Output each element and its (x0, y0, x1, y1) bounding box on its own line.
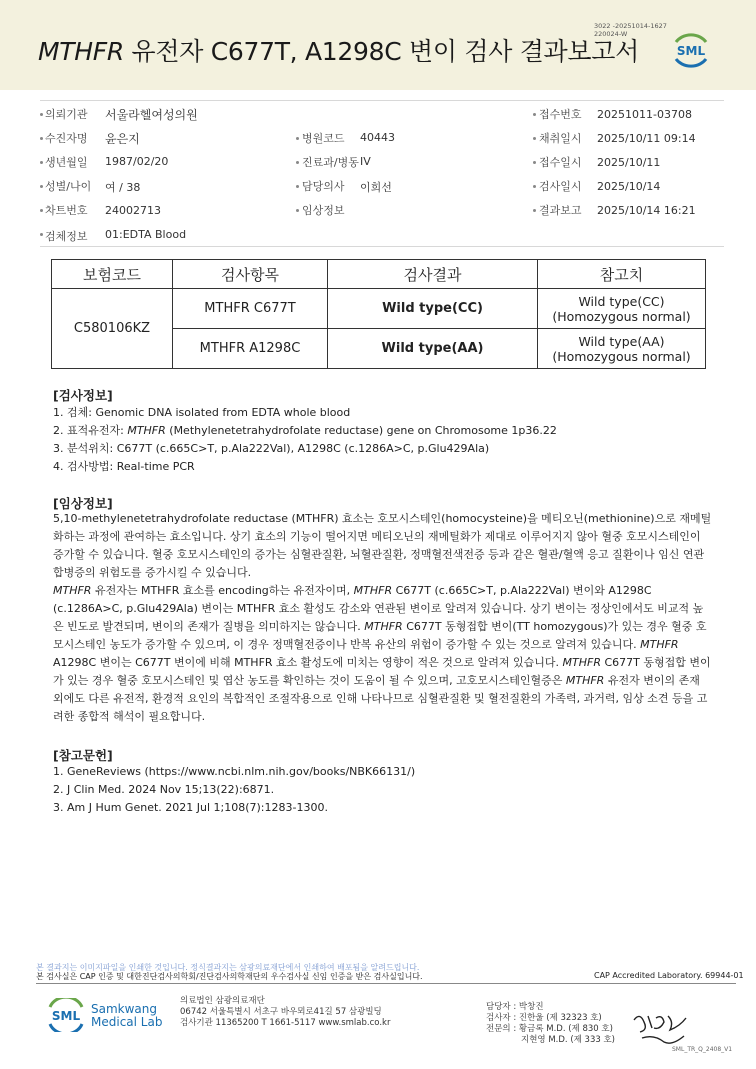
document-code (594, 22, 667, 38)
samkwang-logo-name (91, 1003, 162, 1029)
form-code: SML_TR_Q_2408_V1 (672, 1046, 733, 1053)
test-item-cell: MTHFR C677T (173, 289, 328, 329)
report-label: 결과보고 (539, 204, 582, 217)
bullet (533, 161, 536, 164)
staff-info (486, 1002, 615, 1046)
bullet (533, 185, 536, 188)
gene-name: MTHFR (640, 638, 679, 651)
reference-2: 2. J Clin Med. 2024 Nov 15;13(22):6871. (53, 783, 275, 796)
clinical-text: C677T 동형접합 변이(TT homozygous)가 있는 경우 혈중 호모시스테인 농도가 증가할 수 있으며, 이 경우 정맥혈전증이나 반복 유산의 위험이 증가할 수 있는 것으로 알려져 있습니다. (53, 620, 707, 651)
reference-cell (538, 329, 706, 369)
org-contact: 검사기관 11365200 T 1661-5117 www.smlab.co.kr (180, 1018, 391, 1028)
staff-manager: 담당자 : 박창진 (486, 1002, 544, 1012)
gene-name: MTHFR (364, 620, 403, 633)
accreditation-notice: 본 검사실은 CAP 인증 및 대한진단검사의학회/진단검사의학재단의 우수검사실 신임 인증을 받은 검사실입니다. (36, 972, 423, 981)
clinical-paragraph-2 (53, 582, 713, 726)
header-test-result: 검사결과 (328, 260, 538, 289)
name-value: 윤은지 (105, 132, 140, 146)
cap-accreditation: CAP Accredited Laboratory. 69944-01 (594, 971, 744, 980)
image-print-notice: 본 결과지는 이미지파일을 인쇄한 것입니다. 정식결과지는 삼광의료재단에서 인쇄하여 배포됨을 알려드립니다. (36, 963, 420, 972)
insurance-code-cell: C580106KZ (52, 289, 173, 369)
institution-label: 의뢰기관 (45, 108, 88, 121)
receipt-no-label: 접수번호 (539, 108, 582, 121)
test-date-value: 2025/10/14 (597, 180, 661, 193)
footer-logo-text: SML (51, 1009, 81, 1023)
collect-label: 채취일시 (539, 132, 582, 145)
specimen-value: 01:EDTA Blood (105, 228, 187, 241)
header-test-item: 검사항목 (173, 260, 328, 289)
test-info-l2-prefix: 2. 표적유전자: (53, 424, 128, 437)
clinical-text: A1298C 변이는 C677T 변이에 비해 MTHFR 효소 활성도에 미치는 영향이 적은 것으로 알려져 있습니다. (53, 656, 563, 669)
org-address: 06742 서울특별시 서초구 바우뫼로41길 57 삼광빌딩 (180, 1007, 382, 1017)
dob-label: 생년월일 (45, 156, 88, 169)
reference-line-2: (Homozygous normal) (552, 348, 691, 364)
info-divider-top (40, 100, 724, 101)
bullet (40, 209, 43, 212)
gene-name: MTHFR (353, 584, 393, 597)
bullet (40, 185, 43, 188)
test-info-line-1: 1. 검체: Genomic DNA isolated from EDTA whole blood (53, 406, 351, 419)
logo-text: SML (676, 44, 706, 58)
sexage-value: 여 / 38 (105, 181, 141, 194)
title-gene: MTHFR (38, 37, 124, 66)
doc-code-line-2: 220024-W (594, 30, 628, 38)
reference-cell (538, 289, 706, 329)
chart-label: 차트번호 (45, 204, 88, 217)
title-text: 유전자 C677T, A1298C 변이 검사 결과보고서 (123, 37, 639, 66)
institution-value: 서울라헬여성의원 (105, 108, 198, 122)
staff-specialist-1: 전문의 : 황금록 M.D. (제 830 호) (486, 1024, 613, 1034)
header-insurance-code: 보험코드 (52, 260, 173, 289)
gene-name: MTHFR (53, 584, 92, 597)
test-info-line-2 (53, 422, 557, 438)
bullet (40, 161, 43, 164)
test-info-gene: MTHFR (127, 424, 166, 437)
test-date-label: 검사일시 (539, 180, 582, 193)
signature-icon (630, 1008, 690, 1048)
sml-logo-icon (668, 32, 714, 68)
bullet (40, 113, 43, 116)
bullet (296, 209, 299, 212)
clinical-label: 임상정보 (302, 204, 345, 217)
staff-tester: 검사자 : 진한울 (제 32323 호) (486, 1013, 602, 1023)
reference-1: 1. GeneReviews (https://www.ncbi.nlm.nih.gov/books/NBK66131/) (53, 765, 416, 778)
references-title: [참고문헌] (53, 748, 113, 763)
clinical-info-title: [임상정보] (53, 496, 113, 511)
collect-value: 2025/10/11 09:14 (597, 132, 696, 145)
footer-divider (36, 983, 736, 984)
dept-label: 진료과/병동 (302, 156, 359, 169)
test-info-l2-suffix: (Methylenetetrahydrofolate reductase) gene on Chromosome 1p36.22 (165, 424, 557, 437)
reference-line-1: Wild type(AA) (578, 333, 665, 349)
doctor-value: 이희선 (360, 181, 392, 194)
receipt-date-value: 2025/10/11 (597, 156, 661, 169)
bullet (40, 233, 43, 236)
report-title (38, 32, 639, 68)
org-name: 의료법인 삼광의료재단 (180, 996, 265, 1006)
test-item-cell: MTHFR A1298C (173, 329, 328, 369)
gene-name: MTHFR (565, 674, 605, 687)
report-value: 2025/10/14 16:21 (597, 204, 696, 217)
sexage-label: 성별/나이 (45, 180, 92, 193)
sml-footer-logo-icon (44, 998, 88, 1032)
bullet (533, 113, 536, 116)
staff-specialist-2: 지현영 M.D. (제 333 호) (521, 1035, 616, 1045)
specimen-label: 검체정보 (45, 230, 88, 243)
bullet (40, 137, 43, 140)
clinical-text: C677T 동형접합 변이가 있는 경우 혈중 호모시스테인 및 엽산 농도를 확인하는 것이 도움이 될 수 있으며, 고호모시스테인혈증은 (53, 656, 711, 687)
results-table (51, 259, 706, 369)
header-reference: 참고치 (538, 260, 706, 289)
dept-value: IV (360, 155, 371, 168)
bullet (296, 137, 299, 140)
hospcode-value: 40443 (360, 131, 395, 144)
bullet (296, 185, 299, 188)
test-result-cell: Wild type(AA) (328, 329, 538, 369)
logo-name-line-1: Samkwang (91, 1002, 157, 1016)
hospcode-label: 병원코드 (302, 132, 345, 145)
receipt-date-label: 접수일시 (539, 156, 582, 169)
bullet (533, 137, 536, 140)
name-label: 수진자명 (45, 132, 88, 145)
bullet (296, 161, 299, 164)
doc-code-line-1: 3022 -20251014-1627 (594, 22, 667, 30)
table-row (52, 289, 706, 329)
doctor-label: 담당의사 (302, 180, 345, 193)
organization-info (180, 996, 390, 1029)
table-header-row (52, 260, 706, 289)
reference-line-1: Wild type(CC) (578, 293, 665, 309)
test-info-title: [검사정보] (53, 388, 113, 403)
gene-name: MTHFR (562, 656, 601, 669)
dob-value: 1987/02/20 (105, 155, 169, 168)
clinical-paragraph-1: 5,10-methylenetetrahydrofolate reductase (MTHFR) 효소는 호모시스테인(homocysteine)을 메티오닌(methionine)으로 재메틸화하는 과정에 관여하는 효소입니다. 상기 효소의 기능이 떨어지면 메티오닌의 재메틸화가 제대로 이루어지지 않아 혈중 호모시스테인이 증가할 수 있습니다. 혈중 호모시스테인의 증가는 심혈관질환, 뇌혈관질환, 정맥혈전색전증 등과 같은 혈관/혈액 응고 질환이나 임신 연관 합병증의 위험도를 증가시킬 수 있습니다. (53, 512, 712, 579)
clinical-text: 유전자는 MTHFR 효소를 encoding하는 유전자이며, (91, 584, 354, 597)
chart-value: 24002713 (105, 204, 161, 217)
bullet (533, 209, 536, 212)
reference-3: 3. Am J Hum Genet. 2021 Jul 1;108(7):1283-1300. (53, 801, 328, 814)
info-divider-bottom (40, 246, 724, 247)
logo-name-line-2: Medical Lab (91, 1015, 163, 1029)
receipt-no-value: 20251011-03708 (597, 108, 692, 121)
reference-line-2: (Homozygous normal) (552, 308, 691, 324)
test-result-cell: Wild type(CC) (328, 289, 538, 329)
test-info-line-3: 3. 분석위치: C677T (c.665C>T, p.Ala222Val), A1298C (c.1286A>C, p.Glu429Ala) (53, 442, 490, 455)
clinical-text: C677T (c.665C>T, p.Ala222Val) 변이와 A1298C (c.1286A>C, p.Glu429Ala) 변이는 MTHFR 효소 활성도 감소와 연관된 변이로 알려져 있습니다. 상기 변이는 정상인에서도 비교적 높은 빈도로 발견되며, 변이의 존재가 질병을 의미하지는 않습니다. (53, 584, 704, 633)
test-info-line-4: 4. 검사방법: Real-time PCR (53, 460, 195, 473)
clinical-text: 유전자 변이의 존재 외에도 다른 유전적, 환경적 요인의 복합적인 조절작용으로 인해 나타나므로 심혈관질환 및 혈전질환의 가족력, 과거력, 임상 소견 등을 고려한 종합적 해석이 필요합니다. (53, 674, 708, 723)
